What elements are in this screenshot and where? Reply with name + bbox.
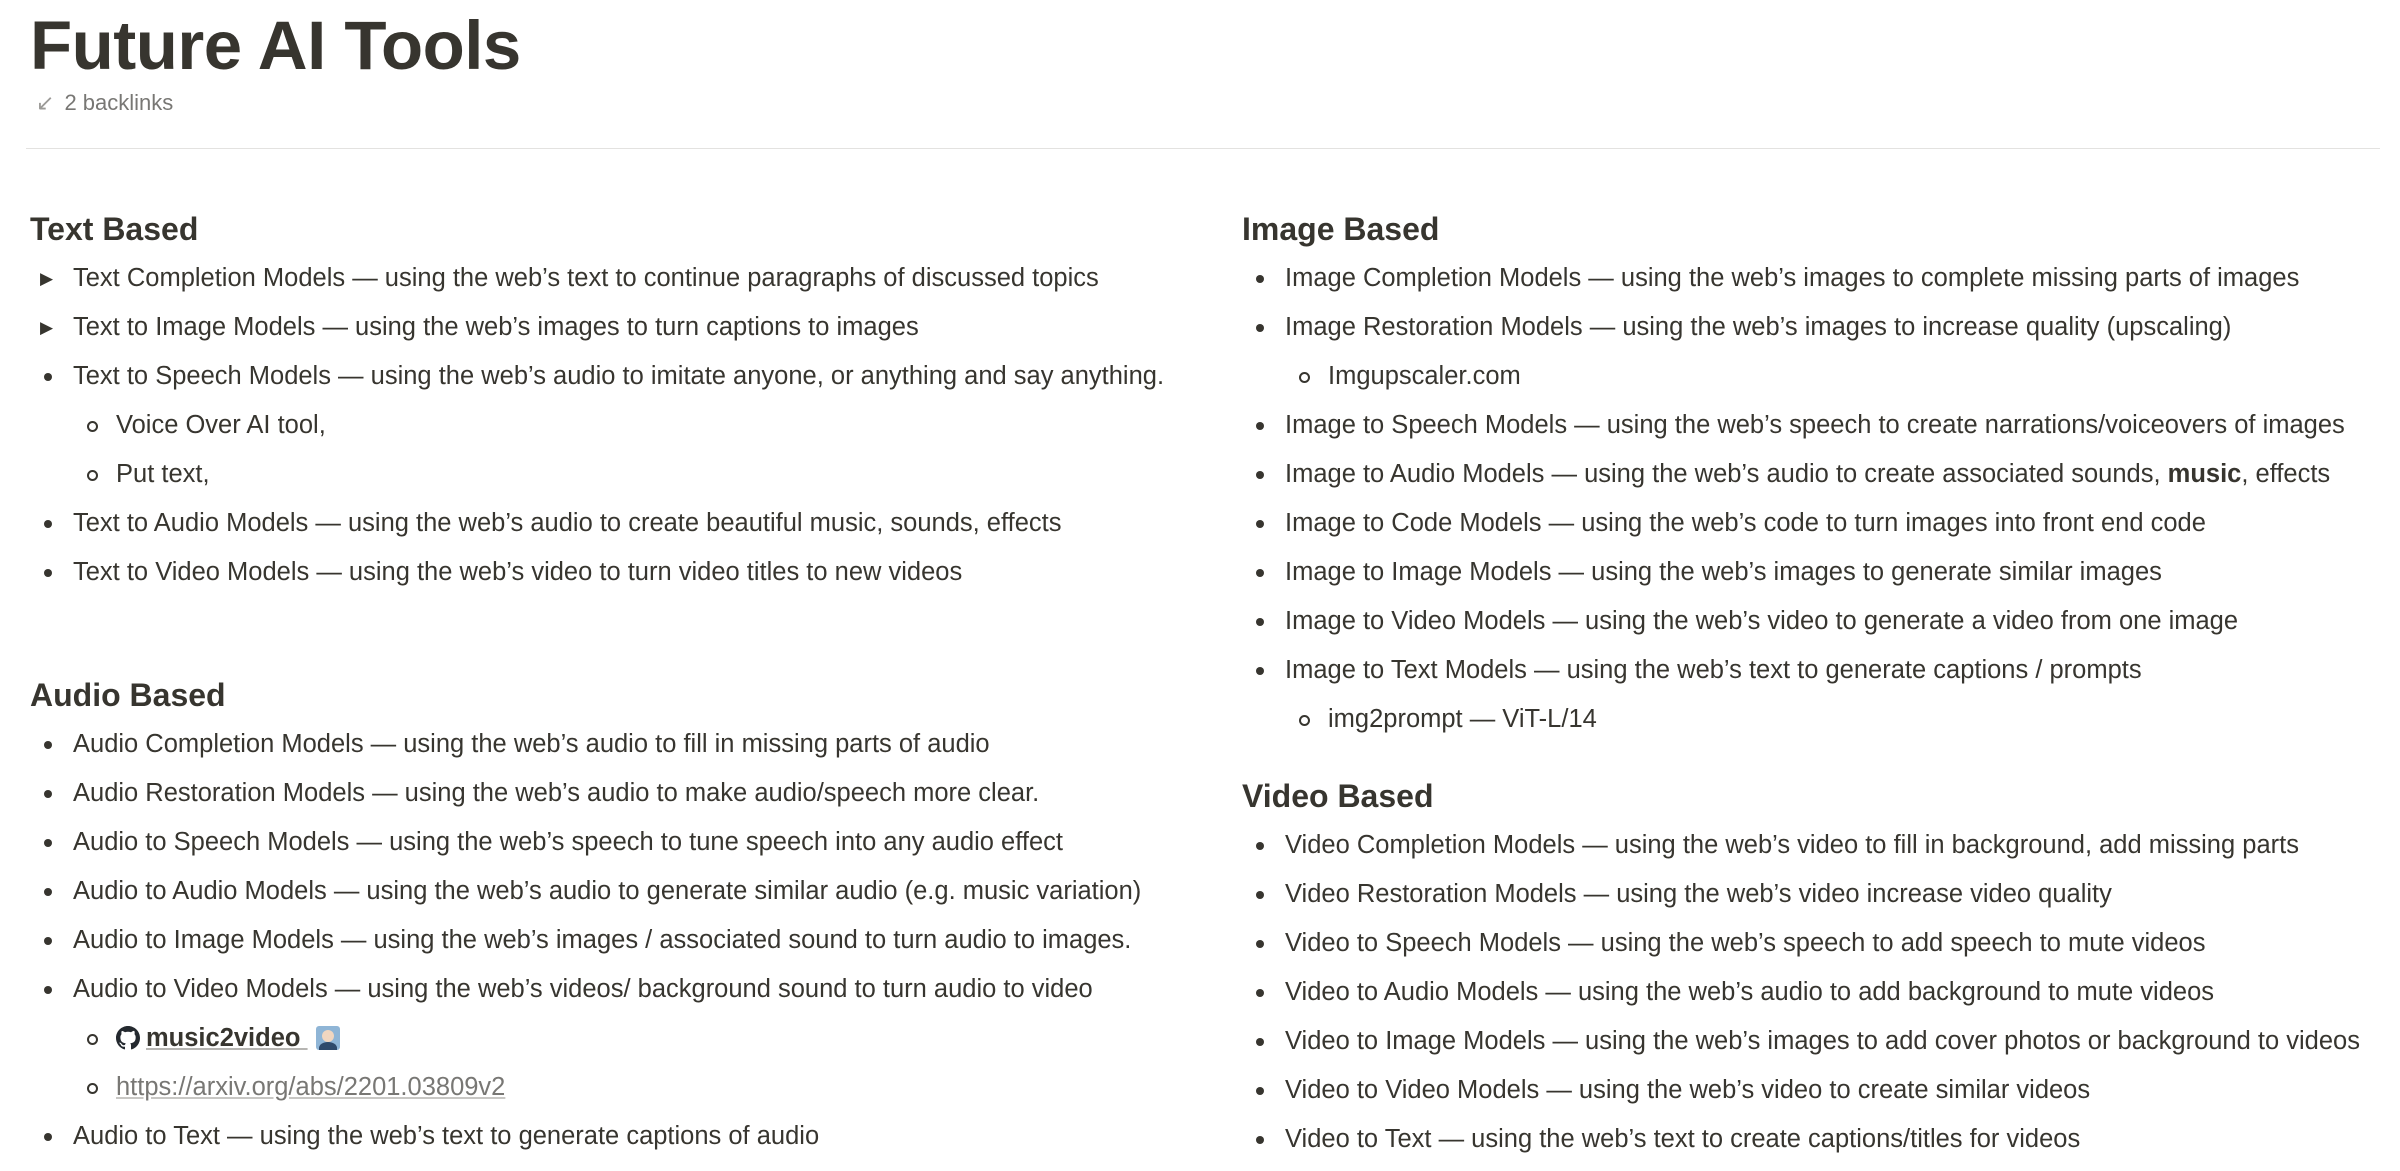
video-based-section [1242, 771, 2400, 1164]
item-text: Image to Image Models — using the web’s images to generate similar images [1285, 558, 2162, 586]
sub-list-item [1242, 695, 2400, 744]
list-item [1242, 254, 2400, 303]
list-item [30, 769, 1190, 818]
list-item [30, 916, 1190, 965]
sub-list-item [30, 1014, 1190, 1063]
item-text: Audio Completion Models — using the web’s audio to fill in missing parts of audio [73, 730, 990, 758]
section-heading-text-based: Text Based [30, 211, 199, 247]
item-text: Text to Audio Models — using the web’s audio to create beautiful music, sounds, effects [73, 509, 1062, 537]
divider [26, 148, 2380, 149]
arrow-down-left-icon: ↙ [36, 90, 55, 115]
bullet-hollow-icon [87, 421, 98, 432]
bullet-icon [1256, 1087, 1264, 1095]
bullet-icon [1256, 1136, 1264, 1144]
item-text: Text to Video Models — using the web’s video to turn video titles to new videos [73, 558, 963, 586]
item-text: Audio to Video Models — using the web’s videos/ background sound to turn audio to video [73, 975, 1093, 1003]
text-based-section [30, 204, 1190, 597]
item-text: Video Restoration Models — using the web’s video increase video quality [1285, 880, 2112, 908]
bullet-icon [44, 839, 52, 847]
bullet-icon [44, 888, 52, 896]
list-item [1242, 1066, 2400, 1115]
bullet-icon [1256, 520, 1264, 528]
list-item [30, 352, 1190, 401]
item-text: Imgupscaler.com [1328, 362, 1521, 390]
item-text: Video to Image Models — using the web’s images to add cover photos or background to videos [1285, 1027, 2360, 1055]
item-text: Text to Image Models — using the web’s images to turn captions to images [73, 313, 919, 341]
item-text: Text Completion Models — using the web’s text to continue paragraphs of discussed topics [73, 264, 1099, 292]
item-text: Audio to Audio Models — using the web’s audio to generate similar audio (e.g. music variation) [73, 877, 1142, 905]
github-mention-link[interactable] [116, 1024, 308, 1052]
sub-list-item [30, 450, 1190, 499]
list-item [1242, 821, 2400, 870]
list-item [1242, 1115, 2400, 1164]
bullet-icon [44, 937, 52, 945]
bullet-hollow-icon [87, 1034, 98, 1045]
item-text: Image Restoration Models — using the web’s images to increase quality (upscaling) [1285, 313, 2232, 341]
list-item [1242, 919, 2400, 968]
mention-label: music2video [146, 1024, 301, 1052]
list-item [30, 499, 1190, 548]
list-item [1242, 548, 2400, 597]
list-item [30, 720, 1190, 769]
item-text: Audio Restoration Models — using the web’s audio to make audio/speech more clear. [73, 779, 1040, 807]
section-heading-video-based: Video Based [1242, 778, 1434, 814]
backlinks-label: 2 backlinks [64, 90, 174, 115]
sub-list-item [1242, 352, 2400, 401]
bullet-icon [1256, 618, 1264, 626]
toggle-item[interactable] [30, 254, 1190, 303]
triangle-right-icon[interactable]: ▶ [40, 318, 54, 337]
item-text: Image to Speech Models — using the web’s speech to create narrations/voiceovers of images [1285, 411, 2345, 439]
item-text: Audio to Image Models — using the web’s images / associated sound to turn audio to images. [73, 926, 1132, 954]
bullet-icon [44, 373, 52, 381]
toggle-item[interactable] [30, 303, 1190, 352]
bullet-icon [44, 741, 52, 749]
list-item [30, 1112, 1190, 1161]
item-text: Image to Code Models — using the web’s code to turn images into front end code [1285, 509, 2206, 537]
bullet-hollow-icon [1299, 372, 1310, 383]
item-text: Video to Speech Models — using the web’s speech to add speech to mute videos [1285, 929, 2206, 957]
section-heading-image-based: Image Based [1242, 211, 1440, 247]
list-item [1242, 646, 2400, 695]
github-icon [116, 1026, 140, 1050]
section-heading-audio-based: Audio Based [30, 677, 226, 713]
bullet-icon [1256, 842, 1264, 850]
list-item [1242, 870, 2400, 919]
bullet-icon [1256, 667, 1264, 675]
bullet-icon [1256, 989, 1264, 997]
bullet-icon [1256, 471, 1264, 479]
item-text: Image to Video Models — using the web’s video to generate a video from one image [1285, 607, 2239, 635]
item-text: Video Completion Models — using the web’s video to fill in background, add missing parts [1285, 831, 2299, 859]
list-item [1242, 401, 2400, 450]
backlinks-link[interactable] [36, 90, 173, 116]
bullet-icon [44, 986, 52, 994]
item-text: Voice Over AI tool, [116, 411, 326, 439]
item-text: Audio to Text — using the web’s text to generate captions of audio [73, 1122, 820, 1150]
bullet-icon [1256, 1038, 1264, 1046]
bullet-hollow-icon [87, 1083, 98, 1094]
audio-based-section [30, 670, 1190, 1161]
list-item [1242, 968, 2400, 1017]
bullet-icon [44, 569, 52, 577]
item-text: Video to Text — using the web’s text to create captions/titles for videos [1285, 1125, 2081, 1153]
bullet-hollow-icon [87, 470, 98, 481]
item-text: , effects [2241, 460, 2331, 488]
bullet-icon [44, 1133, 52, 1141]
item-text: Image to Audio Models — using the web’s audio to create associated sounds, [1285, 460, 2168, 488]
triangle-right-icon[interactable]: ▶ [40, 269, 54, 288]
list-item [1242, 450, 2400, 499]
item-text: Image Completion Models — using the web’s images to complete missing parts of images [1285, 264, 2300, 292]
item-text: Image to Text Models — using the web’s text to generate captions / prompts [1285, 656, 2142, 684]
bullet-icon [44, 790, 52, 798]
list-item [1242, 1017, 2400, 1066]
sub-list-item [30, 401, 1190, 450]
list-item [30, 965, 1190, 1014]
item-text: Put text, [116, 460, 210, 488]
list-item [30, 548, 1190, 597]
bullet-icon [44, 520, 52, 528]
bullet-icon [1256, 422, 1264, 430]
item-text: Video to Video Models — using the web’s video to create similar videos [1285, 1076, 2091, 1104]
list-item [1242, 303, 2400, 352]
bullet-icon [1256, 891, 1264, 899]
item-text: Video to Audio Models — using the web’s audio to add background to mute videos [1285, 978, 2215, 1006]
item-text: Audio to Speech Models — using the web’s speech to tune speech into any audio effect [73, 828, 1063, 856]
list-item [1242, 499, 2400, 548]
bullet-icon [1256, 324, 1264, 332]
page-title: Future AI Tools [30, 7, 521, 84]
list-item [30, 818, 1190, 867]
item-text: Text to Speech Models — using the web’s audio to imitate anyone, or anything and say anything. [73, 362, 1165, 390]
item-text-bold: music [2167, 460, 2242, 488]
image-based-section [1242, 204, 2400, 744]
list-item [30, 867, 1190, 916]
sub-list-item [30, 1063, 1190, 1112]
bullet-icon [1256, 940, 1264, 948]
bullet-icon [1256, 275, 1264, 283]
item-text: img2prompt — ViT-L/14 [1328, 705, 1597, 733]
bullet-icon [1256, 569, 1264, 577]
bullet-hollow-icon [1299, 715, 1310, 726]
arxiv-link[interactable]: https://arxiv.org/abs/2201.03809v2 [116, 1073, 506, 1101]
list-item [1242, 597, 2400, 646]
user-avatar-icon [316, 1026, 340, 1050]
